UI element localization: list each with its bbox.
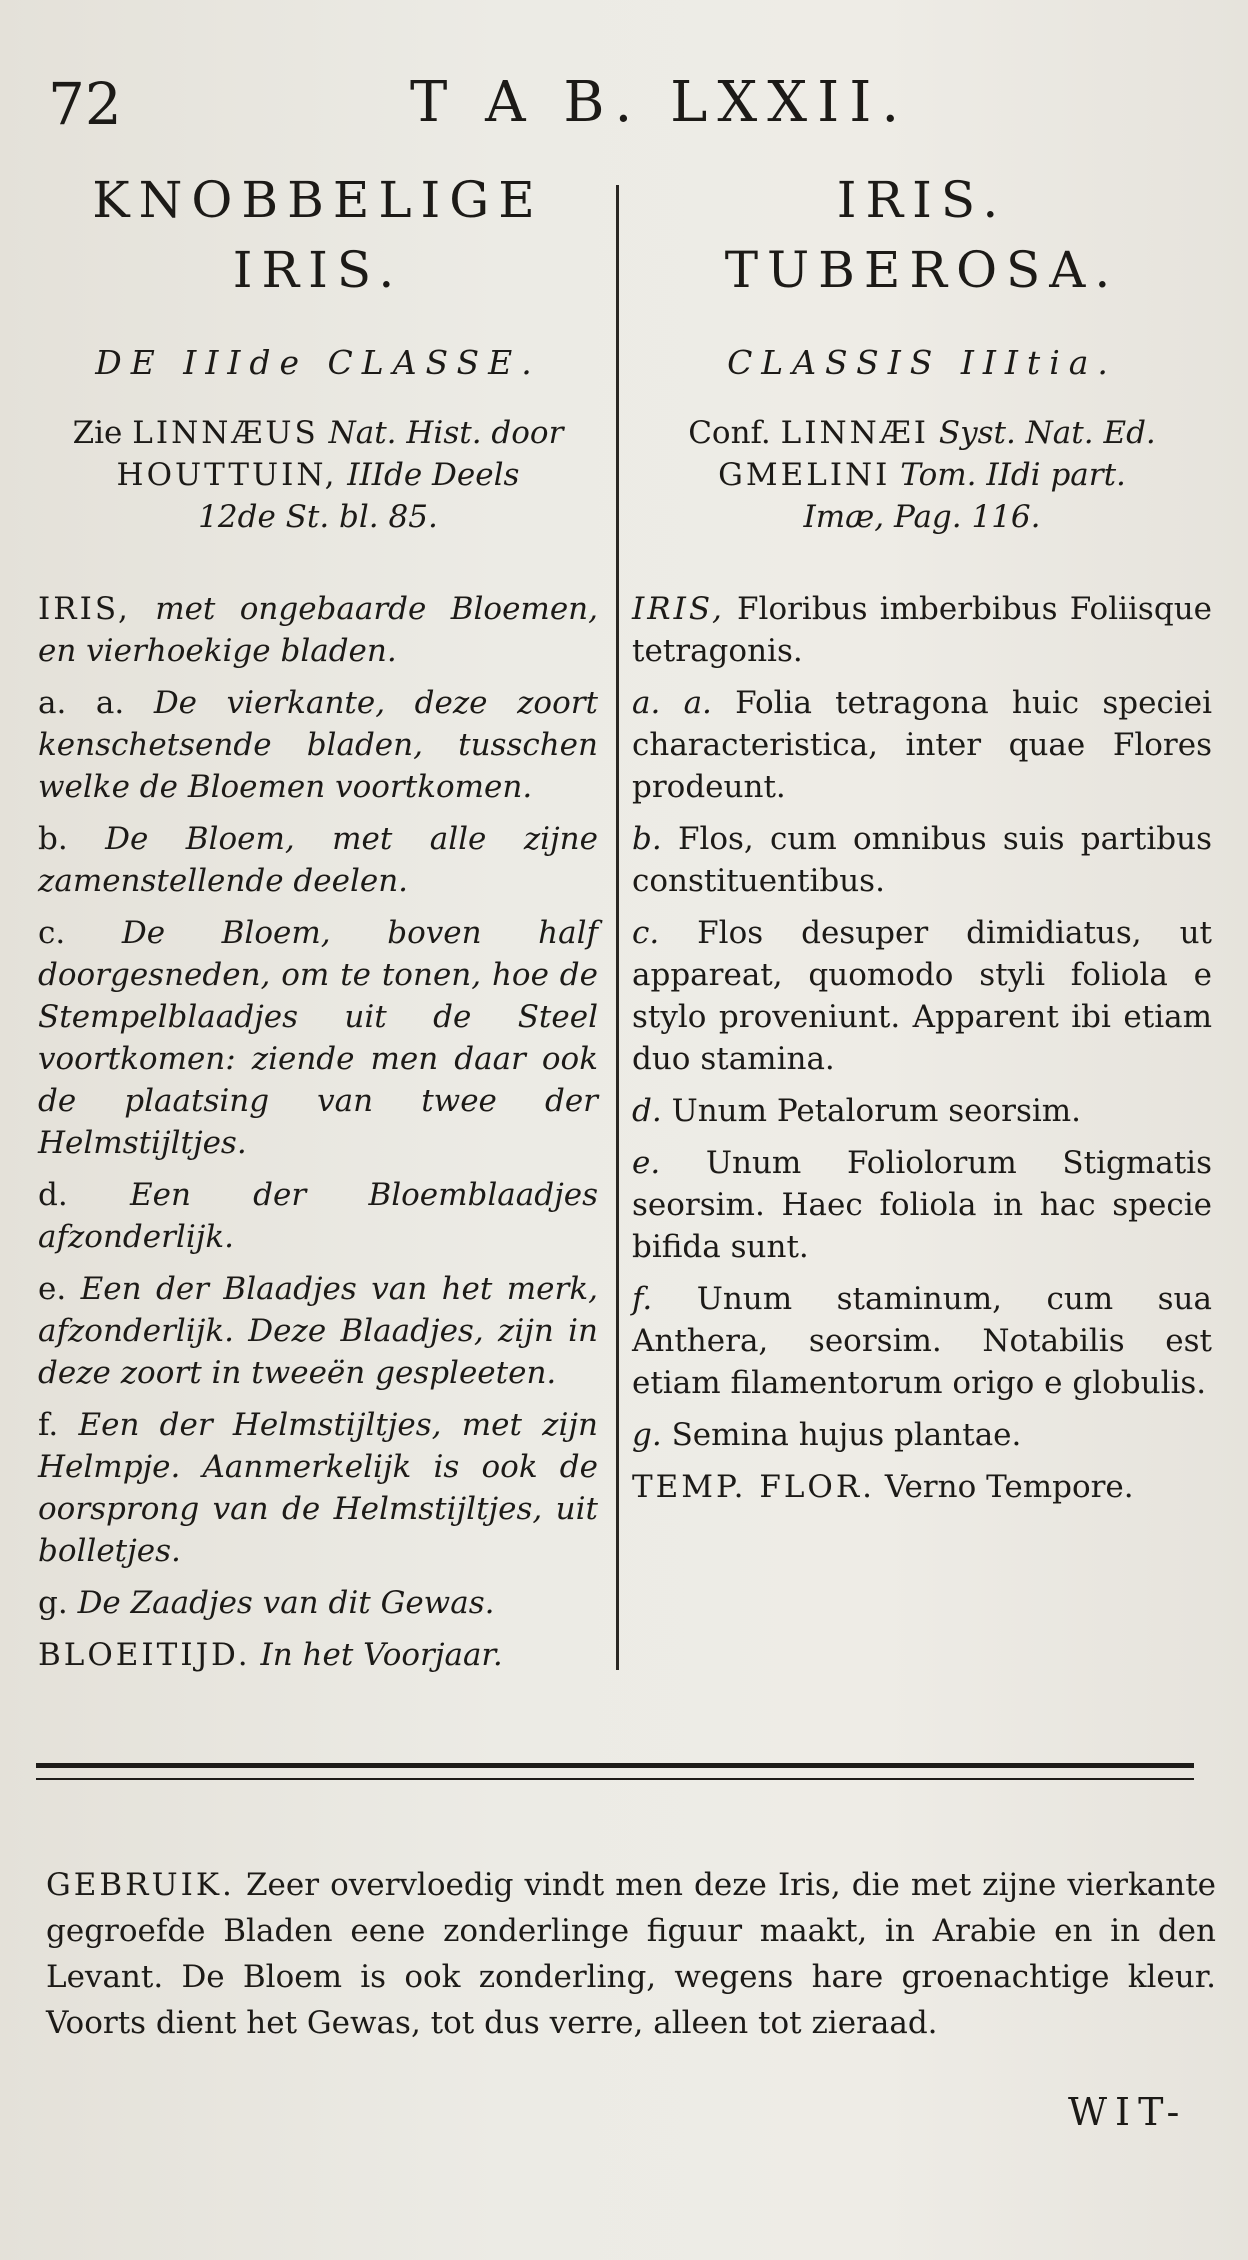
dutch-title (38, 165, 598, 305)
list-item: e. Unum Foliolorum Stigmatis seorsim. Haec foliola in hac specie bifida sunt. (632, 1145, 1212, 1265)
list-item: d. Unum Petalorum seorsim. (632, 1093, 1082, 1129)
latin-title (632, 165, 1212, 305)
latin-title-line1: IRIS. (836, 171, 1008, 229)
list-item: f. Een der Helmstijltjes, met zijn Helmpje. Aanmerkelijk is ook de oorsprong van de Helmstijltjes, uit bolletjes. (38, 1407, 598, 1569)
ref-page: Imæ, Pag. 116. (803, 499, 1041, 535)
list-item: a. a. De vierkante, deze zoort kenschetsende bladen, tusschen welke de Bloemen voortkomen. (38, 685, 599, 805)
catchword: WIT- (1068, 2090, 1188, 2134)
list-item: IRIS, Floribus imberbibus Foliisque tetragonis. (632, 591, 1212, 669)
usage-label: GEBRUIK. (46, 1867, 235, 1903)
list-item: IRIS, met ongebaarde Bloemen, en vierhoekige bladen. (38, 591, 598, 669)
latin-column (632, 165, 1212, 1508)
latin-title-line2: TUBEROSA. (724, 241, 1120, 299)
list-item: g. De Zaadjes van dit Gewas. (38, 1585, 495, 1621)
flowering-time: BLOEITIJD. In het Voorjaar. (38, 1637, 503, 1673)
dutch-title-line2: IRIS. (232, 241, 404, 299)
latin-reference (632, 412, 1212, 538)
plate-title: T A B. LXXII. (410, 70, 910, 135)
ref-prefix: Conf. (688, 415, 771, 451)
usage-paragraph (46, 1862, 1216, 2046)
ref-volume: IIIde Deels (347, 457, 520, 493)
dutch-entries (38, 588, 598, 1676)
dutch-reference (38, 412, 598, 538)
ref-author: LINNÆUS (132, 415, 319, 451)
usage-text: Zeer overvloedig vindt men deze Iris, die met zijne vierkante gegroefde Bladen eene zonderlinge figuur maakt, in Arabie en in den Levant. De Bloem is ook zonderling, wegens hare groenachtige kleur. Voorts dient het Gewas, tot dus verre, alleen tot zieraad. (46, 1867, 1216, 2041)
latin-entries (632, 588, 1212, 1508)
ref-editor: HOUTTUIN, (116, 457, 338, 493)
dutch-column (38, 165, 598, 1676)
dutch-title-line1: KNOBBELIGE (92, 171, 544, 229)
ref-work: Nat. Hist. door (328, 415, 564, 451)
list-item: g. Semina hujus plantae. (632, 1417, 1022, 1453)
page-header (0, 70, 1248, 150)
ref-prefix: Zie (72, 415, 123, 451)
ref-page: 12de St. bl. 85. (198, 499, 438, 535)
list-item: b. De Bloem, met alle zijne zamenstellende deelen. (38, 821, 598, 899)
section-rule (36, 1763, 1194, 1780)
list-item: b. Flos, cum omnibus suis partibus constituentibus. (632, 821, 1212, 899)
list-item: c. Flos desuper dimidiatus, ut appareat, quomodo styli foliola e stylo proveniunt. Apparent ibi etiam duo stamina. (632, 915, 1212, 1077)
dutch-class: DE IIIde CLASSE. (95, 343, 541, 382)
latin-class: CLASSIS IIItia. (727, 343, 1117, 382)
ref-author: LINNÆI (780, 415, 929, 451)
list-item: d. Een der Bloemblaadjes afzonderlijk. (38, 1177, 598, 1255)
ref-work: Syst. Nat. Ed. (938, 415, 1156, 451)
ref-editor: GMELINI (718, 457, 891, 493)
list-item: f. Unum staminum, cum sua Anthera, seorsim. Notabilis est etiam filamentorum origo e globulis. (632, 1281, 1213, 1401)
column-divider (616, 185, 619, 1670)
list-item: e. Een der Blaadjes van het merk, afzonderlijk. Deze Blaadjes, zijn in deze zoort in tweeën gespleeten. (38, 1271, 598, 1391)
ref-volume: Tom. IIdi part. (900, 457, 1126, 493)
list-item: c. De Bloem, boven half doorgesneden, om te tonen, hoe de Stempelblaadjes uit de Steel voortkomen: ziende men daar ook de plaatsing van twee der Helmstijltjes. (38, 915, 599, 1161)
page-number: 72 (48, 70, 122, 138)
list-item: a. a. Folia tetragona huic speciei characteristica, inter quae Flores prodeunt. (632, 685, 1212, 805)
flowering-time: TEMP. FLOR. Verno Tempore. (632, 1469, 1134, 1505)
